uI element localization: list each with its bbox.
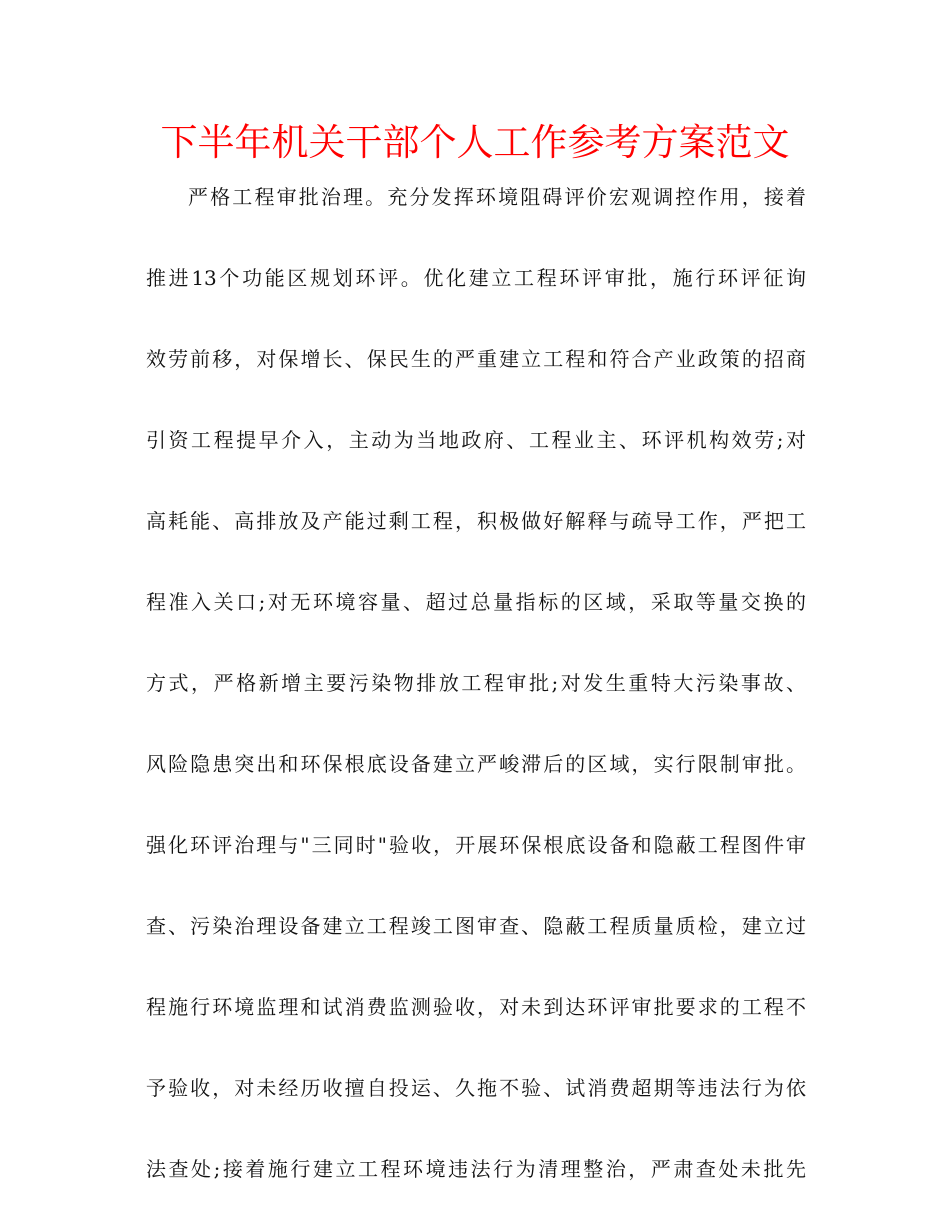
paragraph-line: 方式，严格新增主要污染物排放工程审批;对发生重特大污染事故、 [146,671,806,695]
document-body [146,171,806,1196]
document-title: 下半年机关干部个人工作参考方案范文 [160,121,790,164]
paragraph-line: 高耗能、高排放及产能过剩工程，积极做好解释与疏导工作，严把工 [146,509,806,533]
paragraph-line: 法查处;接着施行建立工程环境违法行为清理整治，严肃查处未批先 [146,1157,806,1181]
paragraph-line: 风险隐患突出和环保根底设备建立严峻滞后的区域，实行限制审批。 [146,752,806,776]
paragraph-line: 予验收，对未经历收擅自投运、久拖不验、试消费超期等违法行为依 [146,1076,806,1100]
paragraph-line: 程施行环境监理和试消费监测验收，对未到达环评审批要求的工程不 [146,995,806,1019]
paragraph-line: 查、污染治理设备建立工程竣工图审查、隐蔽工程质量质检，建立过 [146,914,806,938]
paragraph-line: 效劳前移，对保增长、保民生的严重建立工程和符合产业政策的招商 [146,347,806,371]
paragraph-line: 程准入关口;对无环境容量、超过总量指标的区域，采取等量交换的 [146,590,806,614]
paragraph-line: 引资工程提早介入，主动为当地政府、工程业主、环评机构效劳;对 [146,428,806,452]
paragraph-line: 强化环评治理与"三同时"验收，开展环保根底设备和隐蔽工程图件审 [146,833,806,857]
paragraph-line: 推进13个功能区规划环评。优化建立工程环评审批，施行环评征询 [146,266,806,290]
paragraph-line: 严格工程审批治理。充分发挥环境阻碍评价宏观调控作用，接着 [188,185,806,209]
